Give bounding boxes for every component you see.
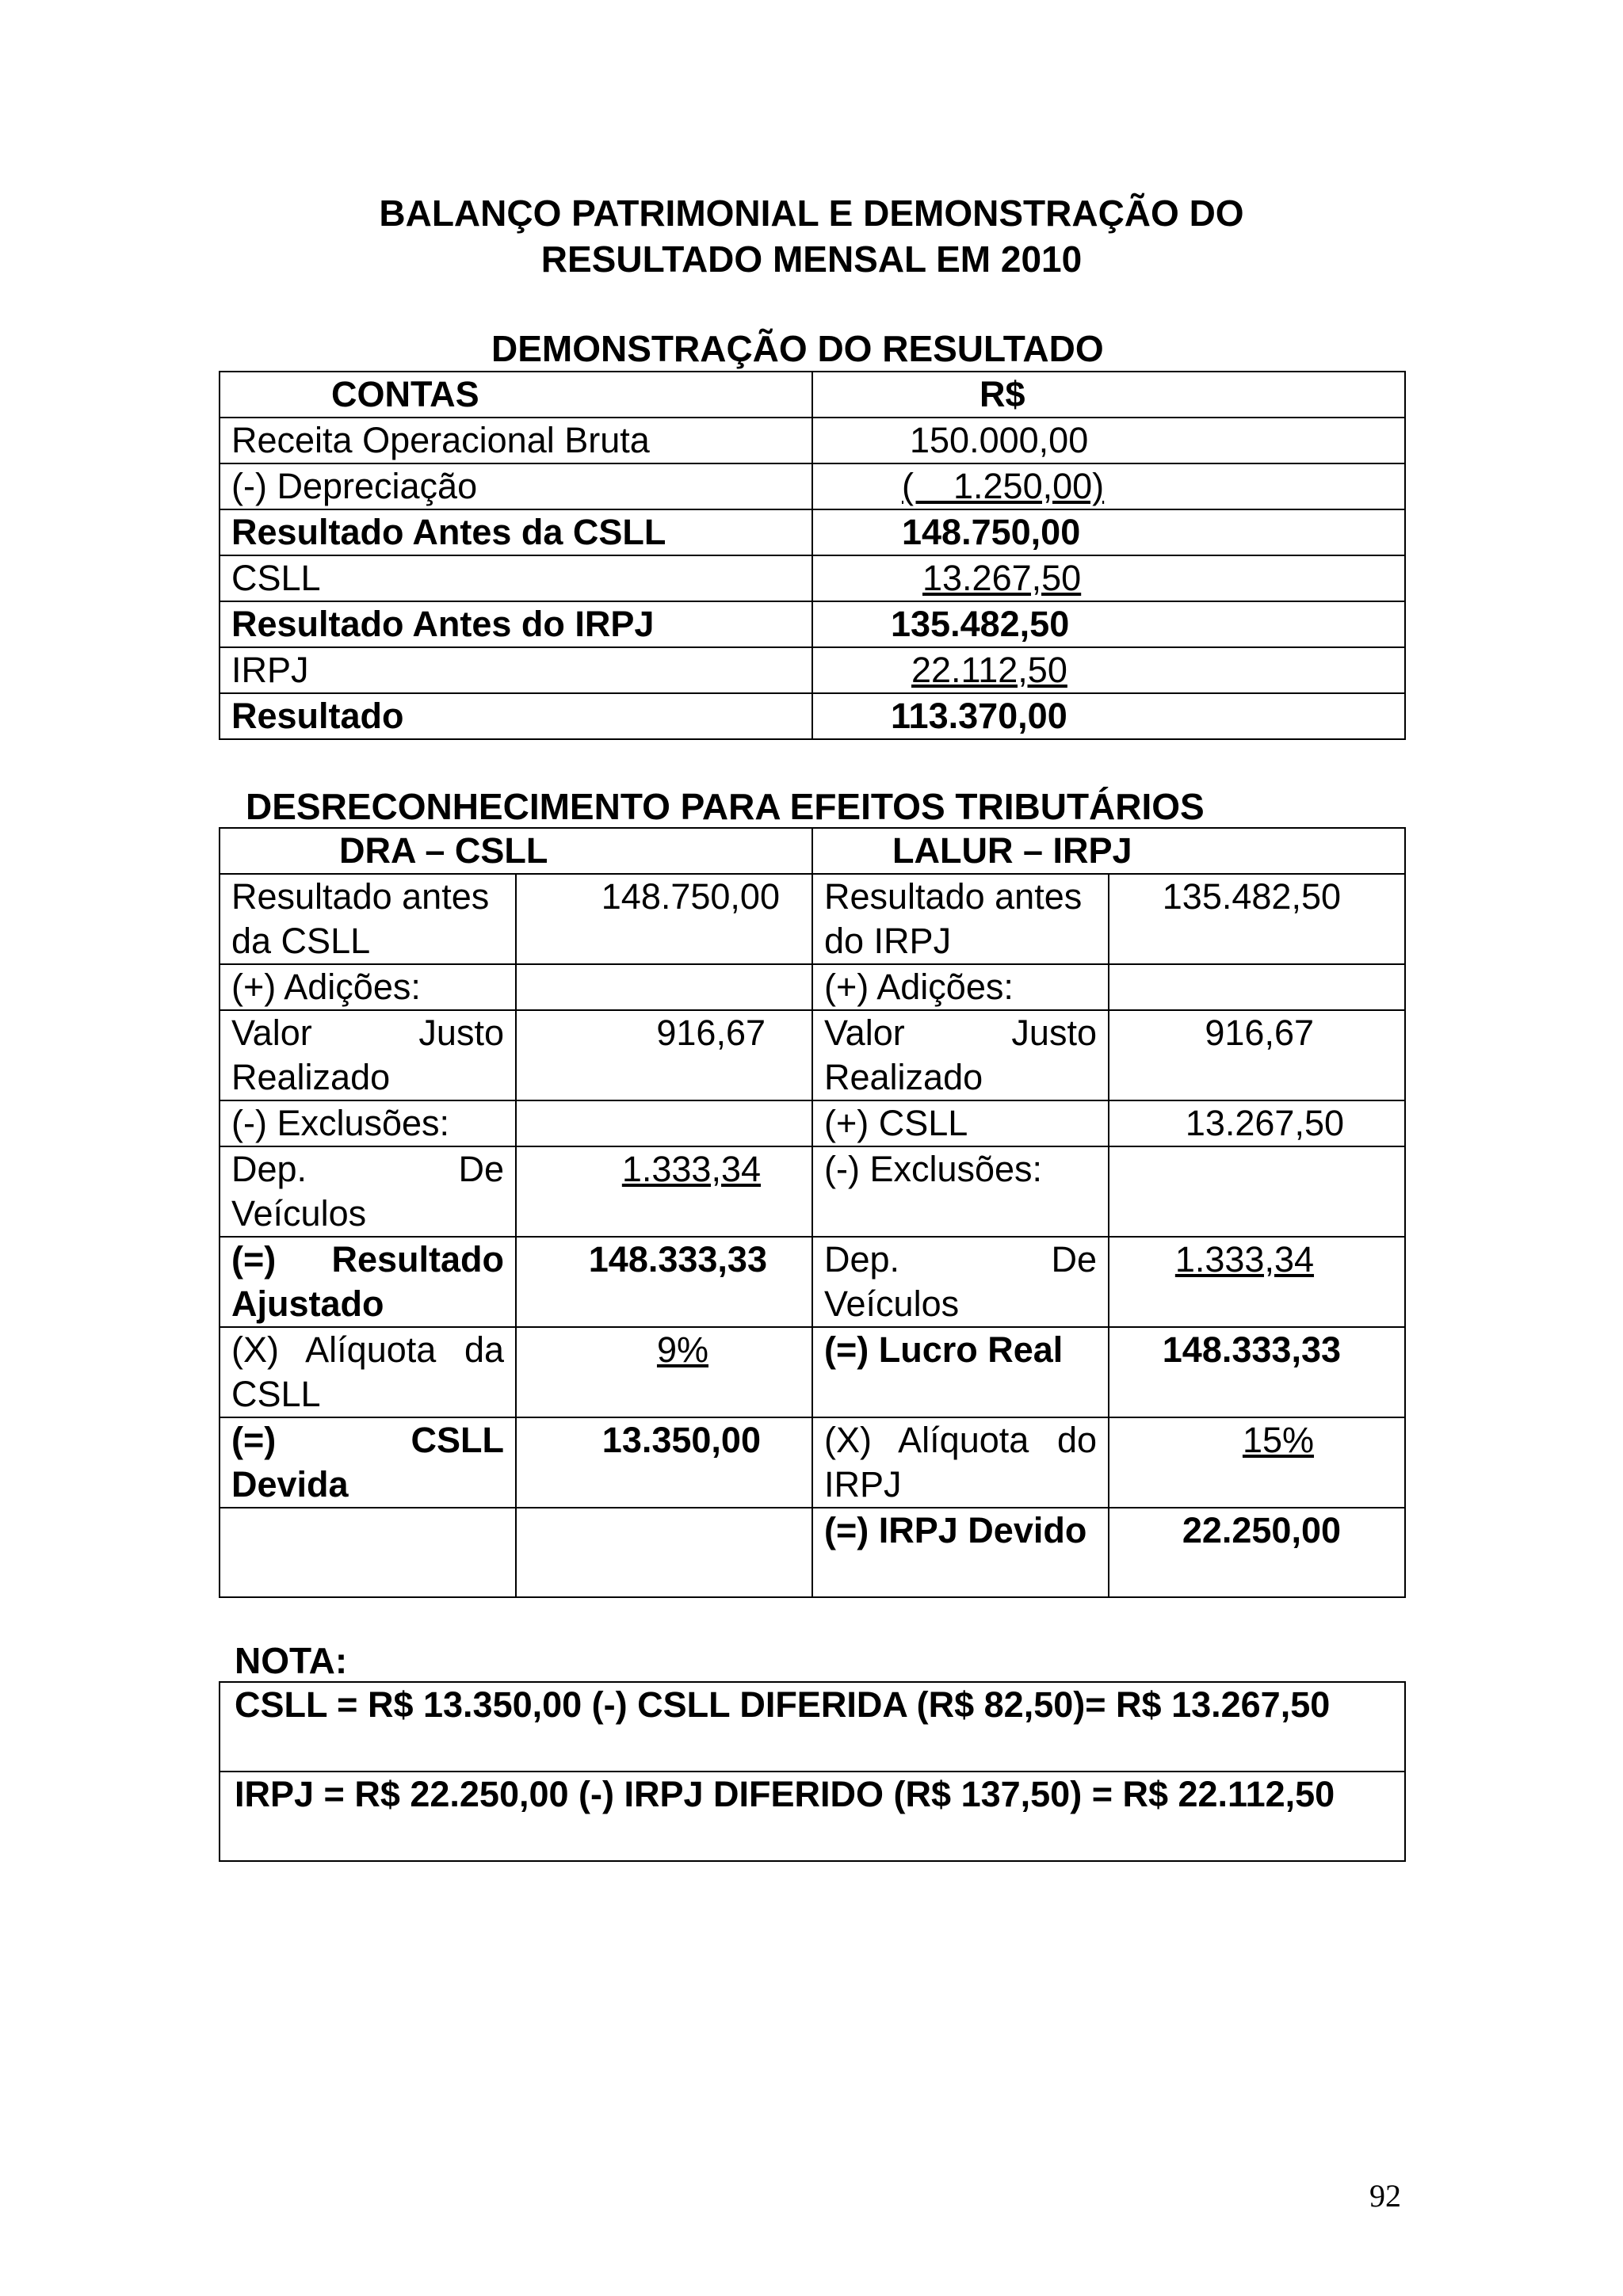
account-label: (-) Depreciação <box>220 463 812 509</box>
nota-table <box>219 1681 1406 1862</box>
lalur-label: Dep. De Veículos <box>812 1237 1109 1327</box>
account-value: 22.112,50 <box>911 650 1067 690</box>
table-row <box>220 1100 1405 1146</box>
lalur-label: (-) Exclusões: <box>812 1146 1109 1237</box>
lalur-label: Valor Justo Realizado <box>812 1010 1109 1100</box>
desrec-table <box>219 827 1406 1598</box>
dra-label: (+) Adições: <box>220 964 516 1010</box>
account-value: 135.482,50 <box>812 601 1405 647</box>
table-row <box>220 693 1405 739</box>
account-label: IRPJ <box>220 647 812 693</box>
table-row <box>220 555 1405 601</box>
dra-label: Resultado antes da CSLL <box>220 874 516 964</box>
table-row <box>220 509 1405 555</box>
table-row <box>220 1327 1405 1417</box>
page-title-line-2: RESULTADO MENSAL EM 2010 <box>540 238 1083 280</box>
lalur-label: (+) CSLL <box>812 1100 1109 1146</box>
table-row <box>220 828 1405 874</box>
lalur-value <box>1109 964 1405 1010</box>
lalur-value: 916,67 <box>1109 1010 1405 1100</box>
table-row <box>220 874 1405 964</box>
dra-value: 916,67 <box>516 1010 812 1100</box>
dra-value <box>516 1100 812 1146</box>
col-header-valor: R$ <box>812 372 1405 418</box>
account-value: 148.750,00 <box>812 509 1405 555</box>
table-row <box>220 1682 1405 1772</box>
nota-irpj: IRPJ = R$ 22.250,00 (-) IRPJ DIFERIDO (R$ 137,50) = R$ 22.112,50 <box>220 1772 1405 1861</box>
page-title <box>0 190 1623 282</box>
table-row <box>220 1417 1405 1508</box>
table-row <box>220 964 1405 1010</box>
account-value: 13.267,50 <box>922 558 1082 598</box>
lalur-value: 148.333,33 <box>1109 1327 1405 1417</box>
nota-csll: CSLL = R$ 13.350,00 (-) CSLL DIFERIDA (R$ 82,50)= R$ 13.267,50 <box>220 1682 1405 1772</box>
dra-label: (=) CSLL Devida <box>220 1417 516 1508</box>
lalur-label: Resultado antes do IRPJ <box>812 874 1109 964</box>
dra-label: Dep. De Veículos <box>220 1146 516 1237</box>
dra-csll-header: DRA – CSLL <box>220 828 812 874</box>
dra-value: 1.333,34 <box>621 1149 761 1189</box>
lalur-label: (+) Adições: <box>812 964 1109 1010</box>
table-row <box>220 647 1405 693</box>
dra-value: 148.750,00 <box>516 874 812 964</box>
dra-value: 148.333,33 <box>516 1237 812 1327</box>
page-title-line-1: BALANÇO PATRIMONIAL E DEMONSTRAÇÃO DO <box>379 193 1244 234</box>
lalur-value: 13.267,50 <box>1109 1100 1405 1146</box>
account-value: 113.370,00 <box>812 693 1405 739</box>
table-row <box>220 1146 1405 1237</box>
table-row <box>220 372 1405 418</box>
table-row <box>220 1772 1405 1861</box>
page-number: 92 <box>1369 2178 1401 2214</box>
dra-label <box>220 1508 516 1597</box>
nota-heading: NOTA: <box>235 1640 348 1681</box>
lalur-value: 135.482,50 <box>1109 874 1405 964</box>
col-header-contas: CONTAS <box>220 372 812 418</box>
table-row <box>220 418 1405 463</box>
account-label: Resultado Antes da CSLL <box>220 509 812 555</box>
lalur-value: 15% <box>1242 1420 1315 1460</box>
dra-value <box>516 1508 812 1597</box>
dra-value <box>516 964 812 1010</box>
account-label: CSLL <box>220 555 812 601</box>
dra-label: (X) Alíquota da CSLL <box>220 1327 516 1417</box>
dra-value: 13.350,00 <box>516 1417 812 1508</box>
account-label: Receita Operacional Bruta <box>220 418 812 463</box>
table-row <box>220 1010 1405 1100</box>
table-row <box>220 463 1405 509</box>
table-row <box>220 601 1405 647</box>
lalur-value <box>1109 1146 1405 1237</box>
dre-heading: DEMONSTRAÇÃO DO RESULTADO <box>491 328 1104 369</box>
account-value: 150.000,00 <box>812 418 1405 463</box>
lalur-value: 22.250,00 <box>1109 1508 1405 1597</box>
account-label: Resultado Antes do IRPJ <box>220 601 812 647</box>
dra-value: 9% <box>656 1329 708 1370</box>
table-row <box>220 1237 1405 1327</box>
dra-label: Valor Justo Realizado <box>220 1010 516 1100</box>
lalur-label: (=) Lucro Real <box>812 1327 1109 1417</box>
lalur-label: (=) IRPJ Devido <box>812 1508 1109 1597</box>
dre-table <box>219 371 1406 740</box>
table-row <box>220 1508 1405 1597</box>
lalur-label: (X) Alíquota do IRPJ <box>812 1417 1109 1508</box>
account-value: ( 1.250,00) <box>902 466 1105 506</box>
lalur-value: 1.333,34 <box>1174 1239 1315 1280</box>
desrec-heading: DESRECONHECIMENTO PARA EFEITOS TRIBUTÁRIOS <box>246 786 1205 827</box>
dra-label: (=) Resultado Ajustado <box>220 1237 516 1327</box>
lalur-irpj-header: LALUR – IRPJ <box>812 828 1405 874</box>
dra-label: (-) Exclusões: <box>220 1100 516 1146</box>
account-label: Resultado <box>220 693 812 739</box>
